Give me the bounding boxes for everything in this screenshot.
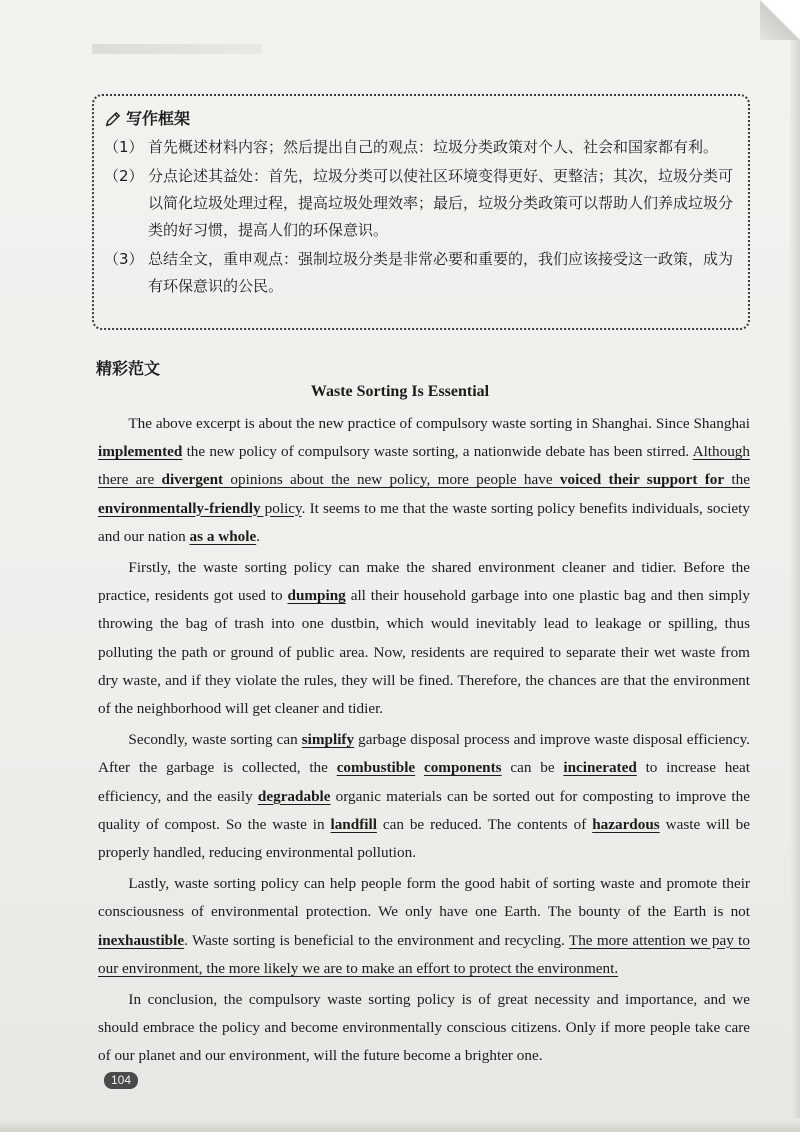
essay-text: can be [501, 759, 564, 777]
key-word: combustible [336, 759, 416, 777]
essay-title: Waste Sorting Is Essential [310, 383, 490, 400]
framework-item-text: 首先概述材料内容；然后提出自己的观点：垃圾分类政策对个人、社会和国家都有利。 [148, 138, 719, 156]
pencil-icon [104, 110, 122, 128]
essay-text: . It seems to me that the waste sorting policy benefits individuals, society and our nation [98, 499, 750, 545]
framework-item-text: 总结全文，重申观点：强制垃圾分类是非常必要和重要的，我们应该接受这一政策，成为有环保意识的公民。 [148, 250, 734, 295]
essay-text: Secondly, waste sorting can [128, 731, 302, 749]
key-word: simplify [301, 731, 355, 749]
framework-item-number: （1） [104, 138, 144, 156]
page-corner-fold [760, 0, 800, 40]
key-word: divergent [161, 471, 224, 489]
essay-text: Lastly, waste sorting policy can help people form the good habit of sorting waste and promote their consciousness of environmental protection. We only have one Earth. The bounty of the Earth is not [98, 875, 750, 921]
essay-text: the new policy of compulsory waste sorting, a nationwide debate has been stirred. [182, 443, 693, 461]
essay-text: to increase heat efficiency, and the easily [98, 759, 751, 805]
essay-text: the [724, 471, 750, 489]
essay-paragraph-4 [98, 870, 750, 983]
framework-item-number: （2） [104, 167, 144, 185]
section-title: 精彩范文 [96, 359, 161, 378]
key-word: components [423, 759, 502, 777]
essay-text: organic materials can be sorted out for composting to improve the quality of compost. So the waste in [98, 787, 750, 833]
essay-paragraph-2 [98, 554, 750, 723]
key-word: landfill [330, 815, 377, 833]
essay-text: . Waste sorting is beneficial to the environment and recycling. [184, 931, 569, 949]
key-word: implemented [98, 443, 183, 461]
key-phrase: voiced their support for [559, 471, 725, 489]
framework-item-text: 分点论述其益处：首先，垃圾分类可以使社区环境变得更好、更整洁；其次，垃圾分类可以简化垃圾处理过程，提高垃圾处理效率；最后，垃圾分类政策可以帮助人们养成垃圾分类的好习惯，提高人们的环保意识。 [148, 167, 734, 239]
writing-framework-box [92, 94, 750, 330]
essay-text [415, 759, 424, 776]
key-word: inexhaustible [98, 931, 185, 949]
faded-running-header [92, 44, 262, 54]
essay-text: In conclusion, the compulsory waste sorting policy is of great necessity and importance, and we should embrace the policy and become environmentally conscious citizens. Only if more people take care of our planet and our environment, will the future become a brighter one. [98, 991, 750, 1065]
page-number: 104 [104, 1072, 138, 1089]
key-word: incinerated [563, 759, 637, 777]
essay-paragraph-3 [98, 726, 750, 867]
essay-text: The above excerpt is about the new practice of compulsory waste sorting in Shanghai. Since Shanghai [128, 415, 750, 432]
framework-item [104, 163, 734, 244]
framework-heading [104, 106, 734, 132]
essay-text: all their household garbage into one plastic bag and then simply throwing the bag of trash into one dustbin, which would inevitably lead to leakage or spilling, thus polluting the path or ground of public area. Now, residents are required to separate their wet waste from dry waste, and if they violate the rules, they will be fined. Therefore, the chances are that the environment of the neighborhood will get cleaner and tidier. [98, 587, 750, 718]
essay-text: can be reduced. The contents of [376, 815, 593, 833]
essay-text: garbage disposal process and improve waste disposal efficiency. After the garbage is collected, the [98, 731, 750, 777]
essay-paragraph-5 [98, 986, 750, 1071]
framework-title: 写作框架 [126, 109, 191, 128]
essay-body [98, 410, 750, 1074]
essay-text: policy [260, 499, 302, 517]
underlined-sentence: The more attention we pay to our environment, the more likely we are to make an effort to protect the environment. [98, 931, 750, 977]
essay-paragraph-1 [98, 410, 750, 551]
framework-item [104, 246, 734, 300]
essay-text: . [256, 527, 260, 545]
essay-text: waste will be properly handled, reducing environmental pollution. [98, 815, 750, 862]
framework-item-number: （3） [104, 250, 144, 268]
page-bottom-shadow [0, 1118, 800, 1132]
key-word: dumping [287, 587, 346, 605]
key-word: degradable [257, 787, 331, 805]
framework-item [104, 134, 734, 161]
key-word: hazardous [592, 815, 660, 833]
essay-text: Firstly, the waste sorting policy can make the shared environment cleaner and tidier. Before the practice, residents got used to [98, 559, 750, 605]
key-phrase: as a whole [189, 527, 257, 545]
essay-text: Although there are [98, 443, 750, 489]
essay-text: opinions about the new policy, more people have [223, 471, 560, 489]
page-edge-shadow [790, 40, 800, 1132]
key-word: environmentally-friendly [98, 499, 261, 517]
